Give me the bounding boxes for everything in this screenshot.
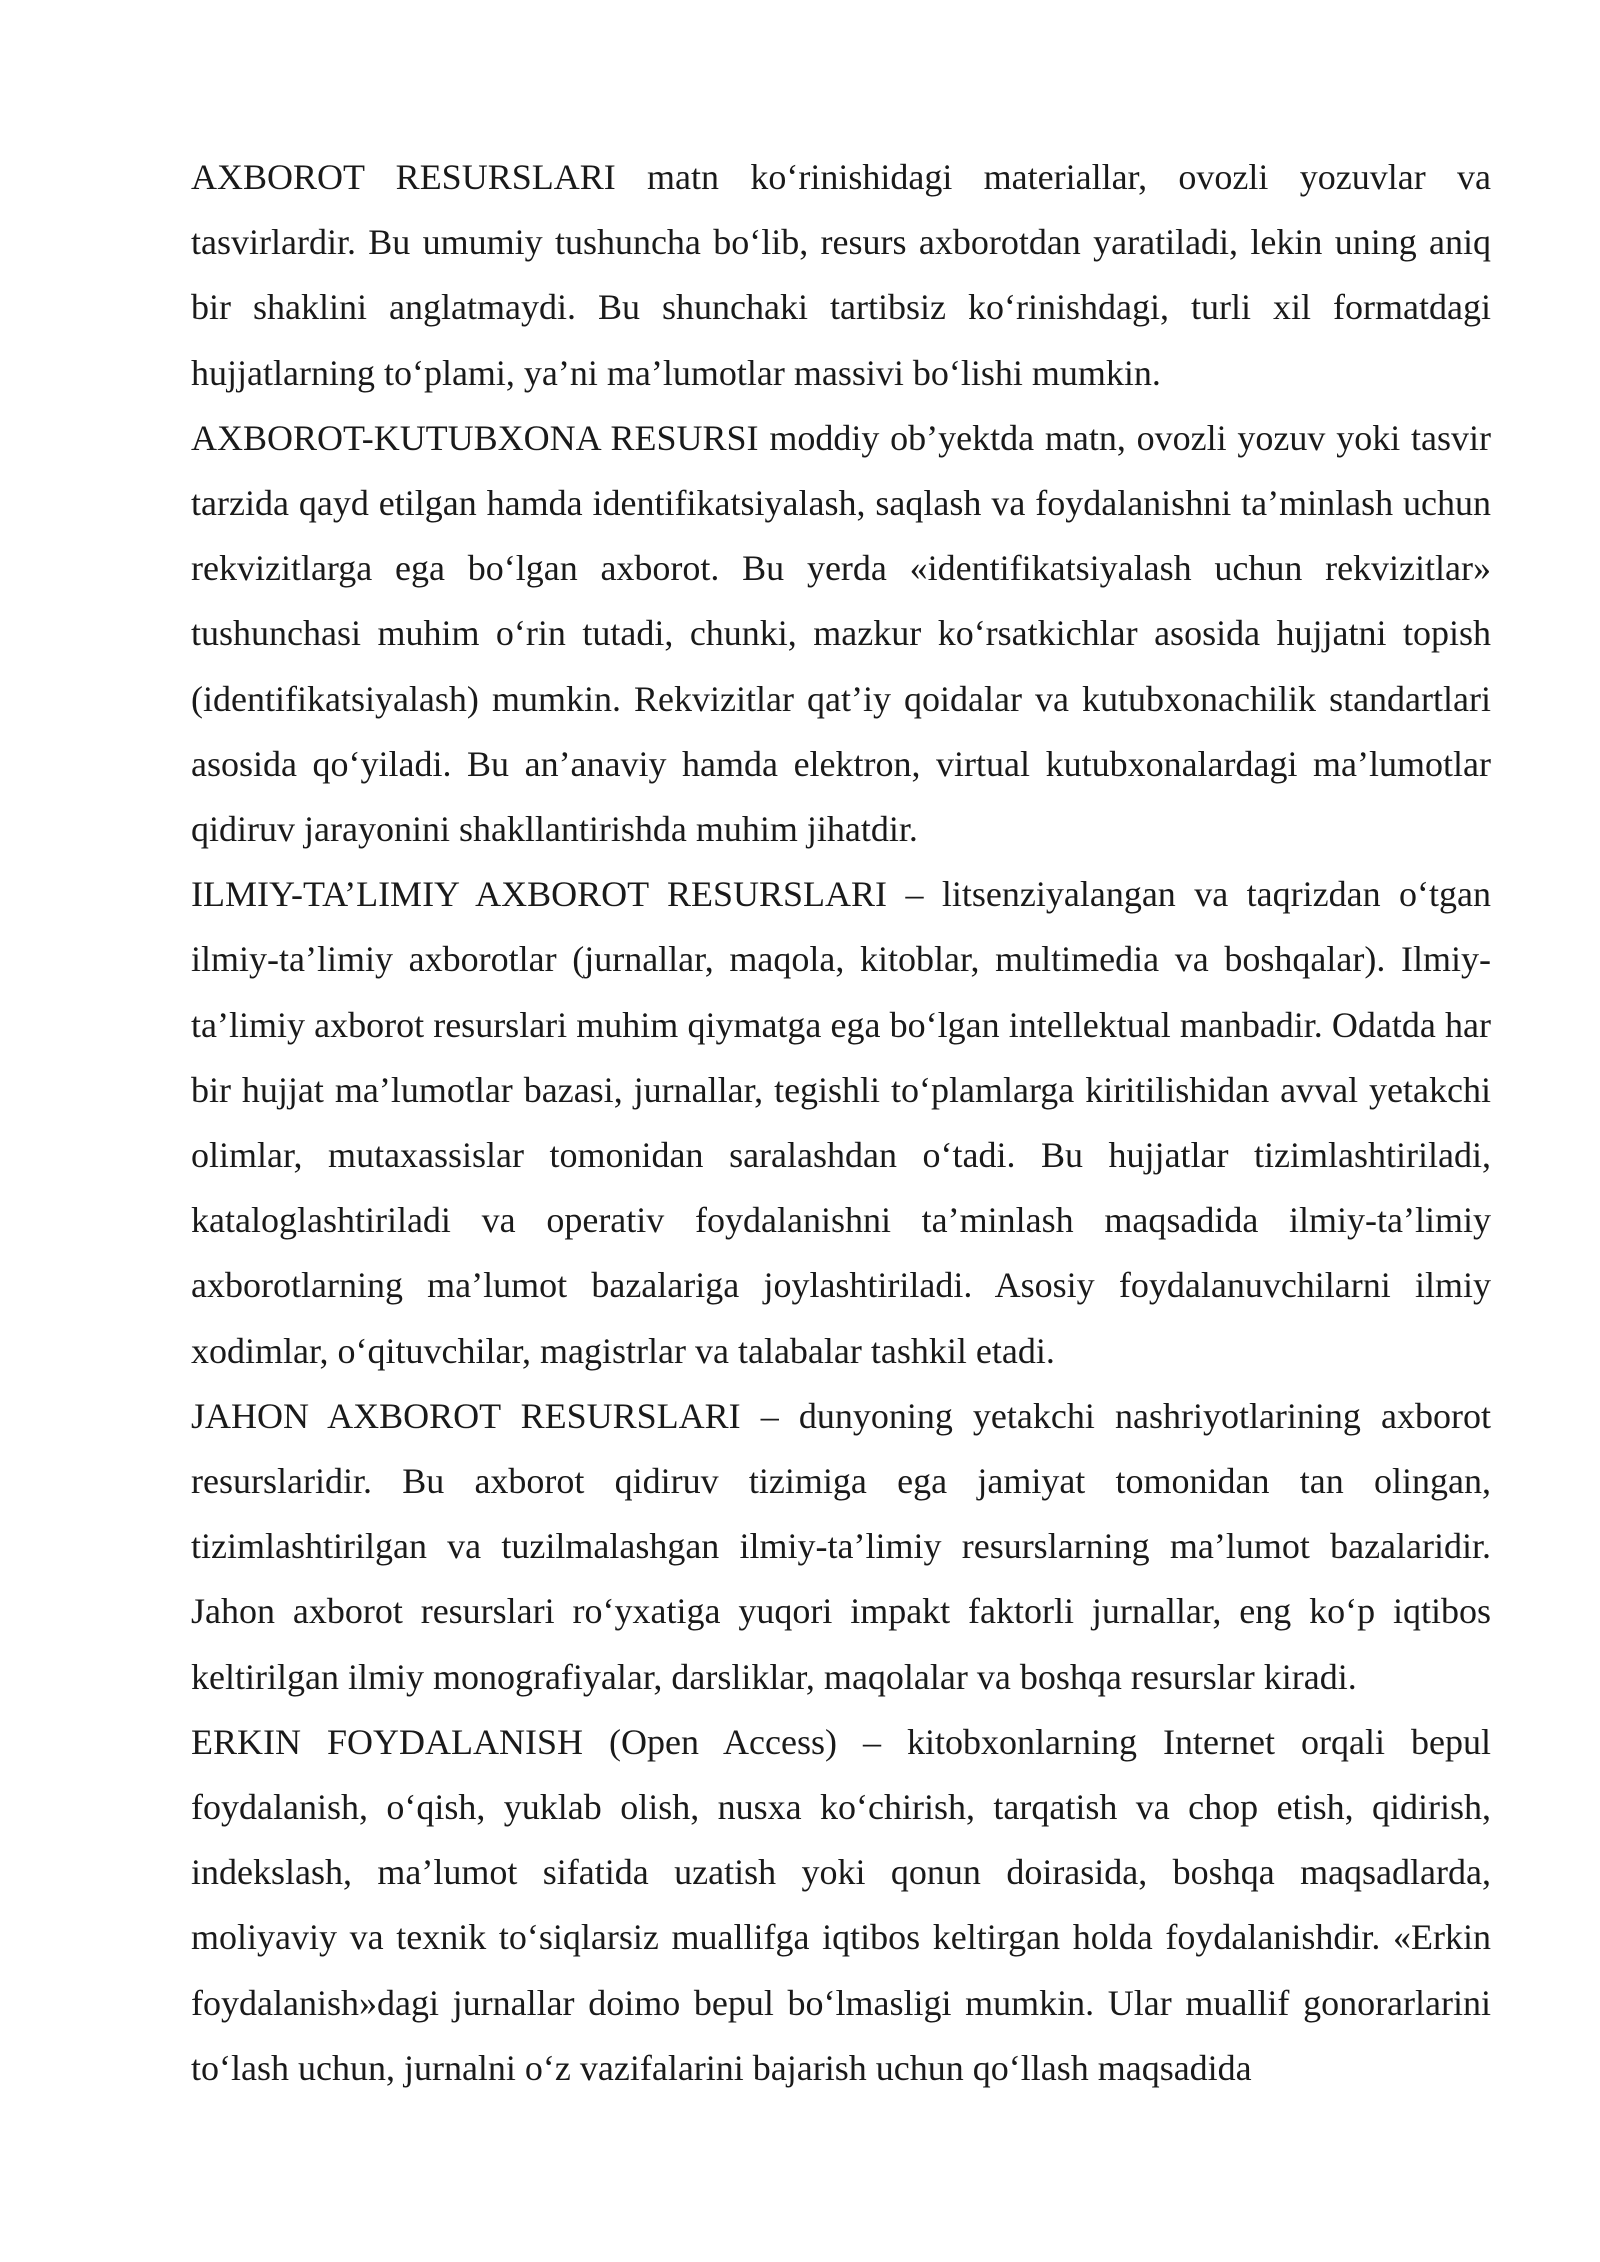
- document-body: [191, 145, 1491, 2101]
- paragraph-ilmiy-talimiy-axborot-resurslari: ILMIY-TA’LIMIY AXBOROT RESURSLARI – litsenziyalangan va taqrizdan o‘tgan ilmiy-ta’limiy axborotlar (jurnallar, maqola, kitoblar, multimedia va boshqalar). Ilmiy-ta’limiy axborot resurslari muhim qiymatga ega bo‘lgan intellektual manbadir. Odatda har bir hujjat ma’lumotlar bazasi, jurnallar, tegishli to‘plamlarga kiritilishidan avval yetakchi olimlar, mutaxassislar tomonidan saralashdan o‘tadi. Bu hujjatlar tizimlashtiriladi, kataloglashtiriladi va operativ foydalanishni ta’minlash maqsadida ilmiy-ta’limiy axborotlarning ma’lumot bazalariga joylashtiriladi. Asosiy foydalanuvchilarni ilmiy xodimlar, o‘qituvchilar, magistrlar va talabalar tashkil etadi.: [191, 874, 1491, 1371]
- paragraph-axborot-resurslari: AXBOROT RESURSLARI matn ko‘rinishidagi materiallar, ovozli yozuvlar va tasvirlardir. Bu umumiy tushuncha bo‘lib, resurs axborotdan yaratiladi, lekin uning aniq bir shaklini anglatmaydi. Bu shunchaki tartibsiz ko‘rinishdagi, turli xil formatdagi hujjatlarning to‘plami, ya’ni ma’lumotlar massivi bo‘lishi mumkin.: [191, 157, 1491, 393]
- paragraph-jahon-axborot-resurslari: JAHON AXBOROT RESURSLARI – dunyoning yetakchi nashriyotlarining axborot resurslaridir. Bu axborot qidiruv tizimiga ega jamiyat tomonidan tan olingan, tizimlashtirilgan va tuzilmalashgan ilmiy-ta’limiy resurslarning ma’lumot bazalaridir. Jahon axborot resurslari ro‘yxatiga yuqori impakt faktorli jurnallar, eng ko‘p iqtibos keltirilgan ilmiy monografiyalar, darsliklar, maqolalar va boshqa resurslar kiradi.: [191, 1395, 1491, 1697]
- paragraph-axborot-kutubxona-resursi: AXBOROT-KUTUBXONA RESURSI moddiy ob’yektda matn, ovozli yozuv yoki tasvir tarzida qayd etilgan hamda identifikatsiyalash, saqlash va foydalanishni ta’minlash uchun rekvizitlarga ega bo‘lgan axborot. Bu yerda «identifikatsiyalash uchun rekvizitlar» tushunchasi muhim o‘rin tutadi, chunki, mazkur ko‘rsatkichlar asosida hujjatni topish (identifikatsiyalash) mumkin. Rekvizitlar qat’iy qoidalar va kutubxonachilik standartlari asosida qo‘yiladi. Bu an’anaviy hamda elektron, virtual kutubxonalardagi ma’lumotlar qidiruv jarayonini shakllantirishda muhim jihatdir.: [191, 417, 1491, 850]
- paragraph-erkin-foydalanish: ERKIN FOYDALANISH (Open Access) – kitobxonlarning Internet orqali bepul foydalanish, o‘qish, yuklab olish, nusxa ko‘chirish, tarqatish va chop etish, qidirish, indekslash, ma’lumot sifatida uzatish yoki qonun doirasida, boshqa maqsadlarda, moliyaviy va texnik to‘siqlarsiz muallifga iqtibos keltirgan holda foydalanishdir. «Erkin foydalanish»dagi jurnallar doimo bepul bo‘lmasligi mumkin. Ular muallif gonorarlarini to‘lash uchun, jurnalni o‘z vazifalarini bajarish uchun qo‘llash maqsadida: [191, 1721, 1491, 2088]
